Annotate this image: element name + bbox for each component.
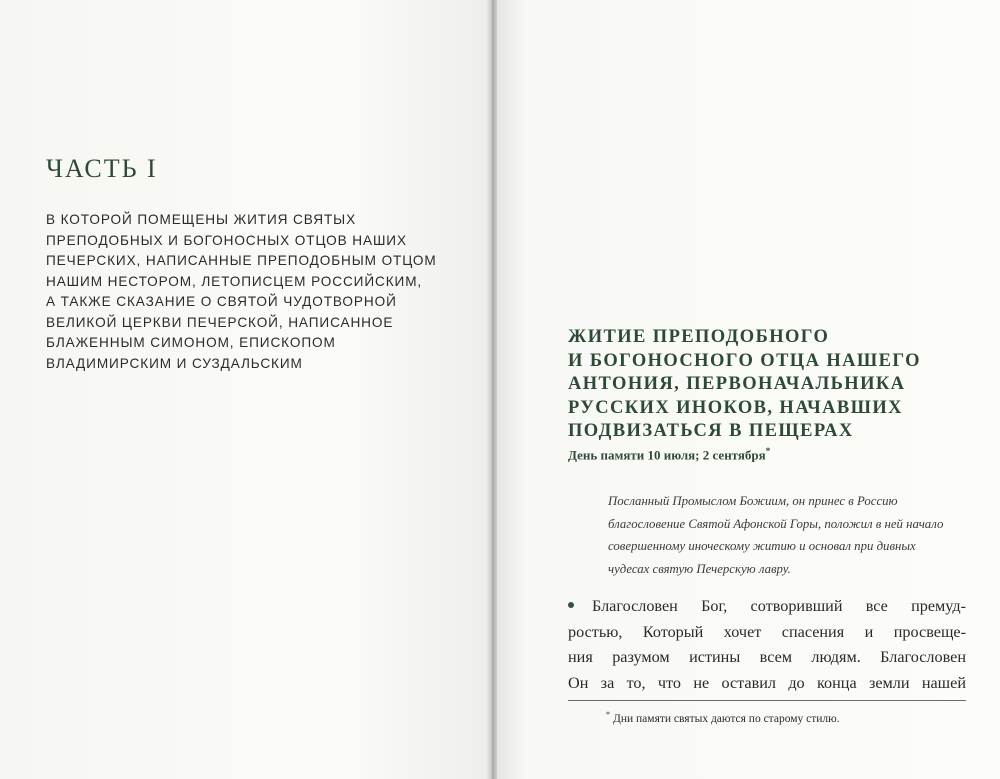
- part-description: [46, 210, 466, 374]
- part-description-line: НАШИМ НЕСТОРОМ, ЛЕТОПИСЦЕМ РОССИЙСКИМ,: [46, 273, 423, 289]
- body-line: ния разумом истины всем людям. Благословен: [568, 648, 966, 666]
- part-description-line: А ТАКЖЕ СКАЗАНИЕ О СВЯТОЙ ЧУДОТВОРНОЙ: [46, 294, 397, 309]
- memory-date-text: День памяти 10 июля; 2 сентября: [568, 447, 766, 463]
- part-description-line: В КОТОРОЙ ПОМЕЩЕНЫ ЖИТИЯ СВЯТЫХ: [46, 212, 357, 227]
- left-page: [0, 0, 488, 779]
- part-description-line: ВЕЛИКОЙ ЦЕРКВИ ПЕЧЕРСКОЙ, НАПИСАННОЕ: [46, 314, 394, 330]
- memory-date: [568, 446, 770, 463]
- life-title-line: ПОДВИЗАТЬСЯ В ПЕЩЕРАХ: [568, 421, 854, 441]
- part-description-line: ПЕЧЕРСКИХ, НАПИСАННЫЕ ПРЕПОДОБНЫМ ОТЦОМ: [46, 253, 437, 268]
- footnote: [606, 710, 840, 725]
- body-text: [568, 594, 966, 696]
- life-title-line: ЖИТИЕ ПРЕПОДОБНОГО: [568, 327, 830, 347]
- body-line: Он за то, что не оставил до конца земли нашей: [568, 673, 966, 692]
- epigraph-line: благословение Святой Афонской Горы, положил в ней начало: [608, 516, 944, 531]
- part-description-line: ПРЕПОДОБНЫХ И БОГОНОСНЫХ ОТЦОВ НАШИХ: [46, 232, 407, 248]
- footnote-marker: *: [606, 710, 610, 719]
- part-description-line: БЛАЖЕННЫМ СИМОНОМ, ЕПИСКОПОМ: [46, 335, 336, 350]
- epigraph-line: чудесах святую Печерскую лавру.: [608, 561, 791, 576]
- part-description-line: ВЛАДИМИРСКИМ И СУЗДАЛЬСКИМ: [46, 355, 303, 371]
- life-title-line: АНТОНИЯ, ПЕРВОНАЧАЛЬНИКА: [568, 374, 906, 394]
- footnote-divider: [568, 700, 966, 701]
- body-line-first: [568, 594, 966, 620]
- body-line: Благословен Бог, сотворивший все премуд-: [592, 597, 966, 615]
- body-line: ростью, Который хочет спасения и просвеще-: [568, 622, 966, 641]
- footnote-reference: *: [765, 446, 771, 456]
- part-title: ЧАСТЬ I: [46, 154, 158, 183]
- life-title-line: РУССКИХ ИНОКОВ, НАЧАВШИХ: [568, 397, 903, 418]
- paragraph-bullet-icon: [568, 602, 574, 608]
- life-title: [568, 326, 921, 444]
- epigraph-line: совершенному иноческому житию и основал при дивных: [608, 539, 916, 553]
- footnote-text: Дни памяти святых даются по старому стилю.: [613, 712, 840, 725]
- life-title-line: И БОГОНОСНОГО ОТЦА НАШЕГО: [568, 350, 921, 371]
- epigraph: [608, 490, 968, 580]
- epigraph-line: Посланный Промыслом Божиим, он принес в Россию: [608, 494, 898, 508]
